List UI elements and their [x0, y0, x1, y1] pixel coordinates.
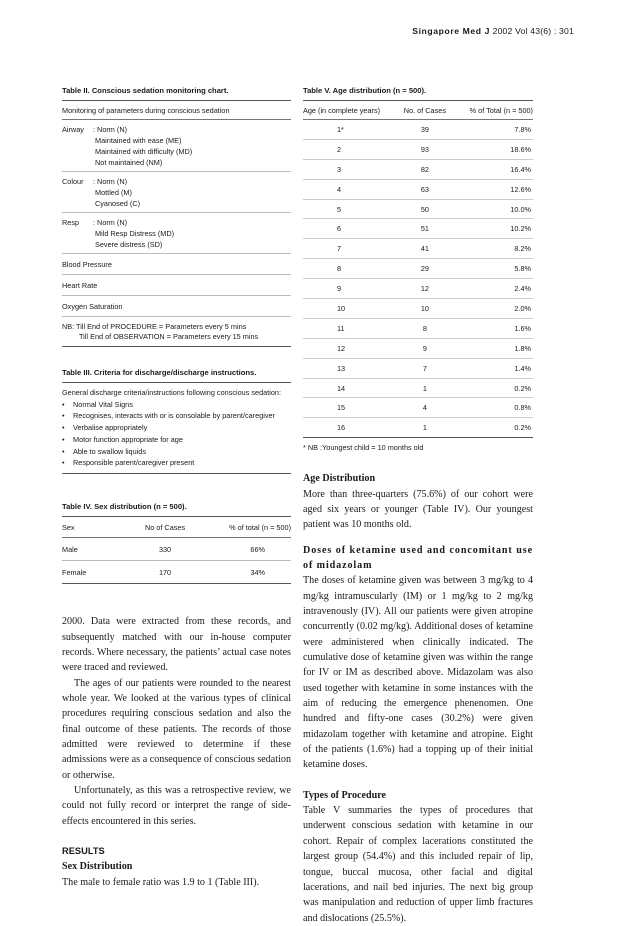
table-cell: 1.8%: [450, 338, 533, 358]
journal-issue: 2002 Vol 43(6) : 301: [492, 26, 574, 36]
table-iii-title: Table III. Criteria for discharge/discharge instructions.: [62, 368, 291, 383]
airway-line: : Norm (N): [93, 125, 128, 134]
airway-line: Maintained with difficulty (MD): [95, 147, 193, 156]
table-cell: 4: [400, 398, 451, 418]
age-distribution-heading: Age Distribution: [303, 473, 376, 485]
sex-distribution-heading: Sex Distribution: [62, 861, 133, 873]
table-cell: 7.8%: [450, 120, 533, 140]
resp-row: [62, 213, 291, 254]
table-row: [303, 239, 533, 259]
list-item: • Verbalise appropriately: [62, 422, 291, 434]
table-cell: 1: [400, 418, 451, 438]
paragraph: The ages of our patients were rounded to the nearest whole year. We looked at the various types of clinical procedures requiring conscious sedation and also the final outcome of these patients. The records of those admitted were reviewed to determine if these admissions were as a consequence of conscious sedation or otherwise.: [62, 677, 291, 781]
table-row: [303, 139, 533, 159]
table-cell: 9: [400, 338, 451, 358]
table-row: [303, 418, 533, 438]
table-cell: 41: [400, 239, 451, 259]
table-cell: 51: [400, 219, 451, 239]
age-table: [303, 101, 533, 438]
table-cell: 15: [303, 398, 400, 418]
table-ii: [62, 86, 291, 347]
table-iii: [62, 368, 291, 474]
paragraph: 2000. Data were extracted from these records, and subsequently matched with our in-house computer records. Where necessary, the patients’ actual case notes were traced and reviewed.: [62, 616, 291, 674]
table-cell: 5: [303, 199, 400, 219]
table-cell: 10.0%: [450, 199, 533, 219]
right-column: [303, 86, 533, 926]
table-cell: 0.2%: [450, 378, 533, 398]
colour-line: : Norm (N): [93, 177, 128, 186]
table-ii-title: Table II. Conscious sedation monitoring chart.: [62, 86, 291, 101]
table-cell: 66%: [199, 538, 291, 561]
table-iii-intro: General discharge criteria/instructions following conscious sedation:: [62, 388, 282, 397]
table-cell: 1: [400, 378, 451, 398]
column-header: Age (in complete years): [303, 101, 400, 120]
table-row: [303, 219, 533, 239]
colour-row: [62, 172, 291, 213]
table-cell: 7: [400, 358, 451, 378]
list-item: • Able to swallow liquids: [62, 446, 291, 458]
table-row: [303, 120, 533, 140]
airway-line: Not maintained (NM): [95, 158, 163, 167]
table-row: [303, 279, 533, 299]
table-cell: 8: [303, 259, 400, 279]
table-cell: 0.2%: [450, 418, 533, 438]
list-item: • Normal Vital Signs: [62, 399, 291, 411]
table-cell: 3: [303, 159, 400, 179]
sex-table: [62, 517, 291, 584]
table-row: [303, 338, 533, 358]
table-header-row: [62, 517, 291, 538]
resp-label: Resp: [62, 218, 80, 227]
table-ii-note: [62, 317, 291, 347]
table-cell: 12: [303, 338, 400, 358]
table-cell: 63: [400, 179, 451, 199]
table-cell: Male: [62, 538, 131, 561]
table-cell: 8: [400, 318, 451, 338]
colour-line: Mottled (M): [95, 188, 132, 197]
paragraph: Unfortunately, as this was a retrospective review, we could not fully record or interpret the range of side-effects encountered in this series.: [62, 785, 291, 827]
table-cell: 11: [303, 318, 400, 338]
table-row: [62, 561, 291, 584]
table-row: [62, 538, 291, 561]
paragraph: More than three-quarters (75.6%) of our cohort were aged six years or younger (Table IV). Our youngest patient was 10 months old.: [303, 488, 533, 531]
table-cell: 50: [400, 199, 451, 219]
doses-heading: Doses of ketamine used and concomitant use of midazolam: [303, 544, 533, 571]
list-item: • Motor function appropriate for age: [62, 434, 291, 446]
colour-label: Colour: [62, 177, 84, 186]
column-header: % of total (n = 500): [199, 517, 291, 538]
table-cell: 16.4%: [450, 159, 533, 179]
airway-line: Maintained with ease (ME): [95, 136, 182, 145]
table-cell: 1.6%: [450, 318, 533, 338]
table-cell: 10.2%: [450, 219, 533, 239]
table-cell: 2.0%: [450, 299, 533, 319]
table-ii-subtitle: Monitoring of parameters during conscious sedation: [62, 101, 291, 120]
table-cell: 93: [400, 139, 451, 159]
table-v-title: Table V. Age distribution (n = 500).: [303, 86, 533, 101]
table-cell: 16: [303, 418, 400, 438]
table-cell: 0.8%: [450, 398, 533, 418]
table-cell: 10: [400, 299, 451, 319]
table-cell: 330: [131, 538, 200, 561]
table-iv: [62, 502, 291, 584]
table-cell: 18.6%: [450, 139, 533, 159]
table-cell: 82: [400, 159, 451, 179]
table-row: [303, 318, 533, 338]
resp-line: Mild Resp Distress (MD): [95, 229, 175, 238]
table-cell: 12.6%: [450, 179, 533, 199]
table-cell: 9: [303, 279, 400, 299]
table-iv-title: Table IV. Sex distribution (n = 500).: [62, 502, 291, 517]
paragraph: Table V summaries the types of procedures that underwent conscious sedation with ketamine in our cohort. Repair of complex lacerations constituted the largest group (54.4%) and this included repair of lip, tongue, buccal mucosa, other facial and digital lacerations, and nail bed injuries. The next big group was manipulation and reduction of upper limb fractures and dislocations (25.5%).: [303, 805, 533, 924]
list-item: • Recognises, interacts with or is consolable by parent/caregiver: [62, 410, 291, 422]
table-row: [303, 259, 533, 279]
table-cell: 39: [400, 120, 451, 140]
column-header: No of Cases: [131, 517, 200, 538]
table-row: [303, 398, 533, 418]
blood-pressure-row: Blood Pressure: [62, 254, 291, 275]
table-cell: 6: [303, 219, 400, 239]
types-of-procedure-heading: Types of Procedure: [303, 789, 386, 801]
table-cell: 1.4%: [450, 358, 533, 378]
table-cell: 7: [303, 239, 400, 259]
table-cell: 14: [303, 378, 400, 398]
column-header: No. of Cases: [400, 101, 451, 120]
table-v: [303, 86, 533, 452]
heart-rate-row: Heart Rate: [62, 275, 291, 296]
table-cell: 5.8%: [450, 259, 533, 279]
table-row: [303, 199, 533, 219]
resp-line: Severe distress (SD): [95, 240, 163, 249]
results-heading: RESULTS: [62, 846, 105, 857]
running-head: [412, 26, 574, 36]
left-column: [62, 86, 291, 890]
table-row: [303, 159, 533, 179]
table-cell: 170: [131, 561, 200, 584]
oxygen-saturation-row: Oxygen Saturation: [62, 296, 291, 317]
airway-label: Airway: [62, 125, 84, 134]
column-header: Sex: [62, 517, 131, 538]
note-line: Till End of OBSERVATION = Parameters every 15 mins: [79, 332, 259, 341]
table-cell: 4: [303, 179, 400, 199]
table-header-row: [303, 101, 533, 120]
table-row: [303, 299, 533, 319]
table-cell: 29: [400, 259, 451, 279]
table-cell: Female: [62, 561, 131, 584]
paragraph: The male to female ratio was 1.9 to 1 (Table III).: [62, 876, 260, 888]
colour-line: Cyanosed (C): [95, 199, 141, 208]
column-header: % of Total (n = 500): [450, 101, 533, 120]
table-cell: 8.2%: [450, 239, 533, 259]
table-cell: 1*: [303, 120, 400, 140]
table-row: [303, 358, 533, 378]
journal-name: Singapore Med J: [412, 26, 490, 36]
table-cell: 2: [303, 139, 400, 159]
table-cell: 34%: [199, 561, 291, 584]
criteria-list: [62, 399, 291, 475]
table-cell: 2.4%: [450, 279, 533, 299]
table-cell: 12: [400, 279, 451, 299]
table-cell: 10: [303, 299, 400, 319]
table-row: [303, 378, 533, 398]
table-v-footnote: * NB :Youngest child = 10 months old: [303, 443, 424, 453]
airway-row: [62, 120, 291, 172]
resp-line: : Norm (N): [93, 218, 128, 227]
table-row: [303, 179, 533, 199]
table-cell: 13: [303, 358, 400, 378]
list-item: • Responsible parent/caregiver present: [62, 457, 291, 469]
note-line: NB: Till End of PROCEDURE = Parameters every 5 mins: [62, 322, 247, 331]
paragraph: The doses of ketamine given was between 3 mg/kg to 4 mg/kg intramuscularly (IM) or 1 mg/kg to 2 mg/kg intravenously (IV). All our patients were given atropine concurrently (0.02 mg/kg). Additional doses of ketamine were administered when clinically indicated. The cumulative dose of ketamine given was within the range for IV or IM as described above. Midazolam was also used together with ketamine in some instances with the aim of reducing the emergence phenenomen. One hundred and fifty-one cases (30.2%) were given midazolam together with ketamine and atropine. Eight of the patients (1.6%) had a topping up of their initial ketamine doses.: [303, 575, 533, 771]
